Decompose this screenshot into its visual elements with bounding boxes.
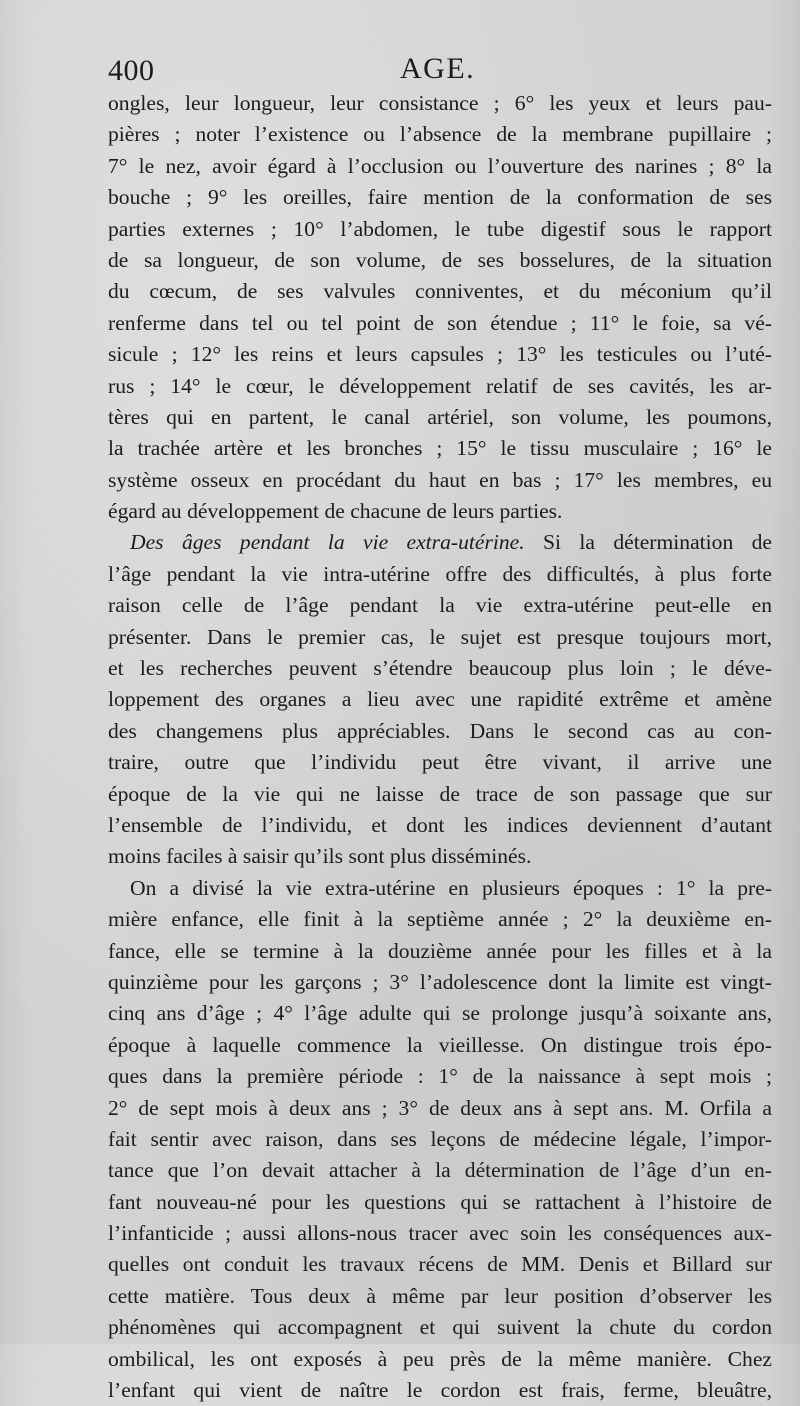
section-first-line-text: Si la détermination de bbox=[524, 530, 772, 555]
text-line: raison celle de l’âge pendant la vie extra-utérine peut-elle en bbox=[108, 593, 772, 618]
text-line: tères qui en partent, le canal artériel, son volume, les poumons, bbox=[108, 404, 772, 429]
text-line: l’infanticide ; aussi allons-nous tracer avec soin les conséquences aux- bbox=[108, 1221, 772, 1246]
paragraph-1 bbox=[108, 88, 772, 527]
text-line: tance que l’on devait attacher à la détermination de l’âge d’un en- bbox=[108, 1158, 772, 1183]
running-head: AGE. bbox=[400, 52, 476, 85]
text-line: 2° de sept mois à deux ans ; 3° de deux ans à sept ans. M. Orfila a bbox=[108, 1095, 772, 1120]
text-line: fance, elle se termine à la douzième année pour les filles et à la bbox=[108, 938, 772, 963]
text-line: et les recherches peuvent s’étendre beaucoup plus loin ; le déve- bbox=[108, 656, 772, 681]
text-line: égard au développement de chacune de leurs parties. bbox=[108, 499, 563, 524]
text-line: 7° le nez, avoir égard à l’occlusion ou l’ouverture des narines ; 8° la bbox=[108, 153, 772, 178]
text-line: l’âge pendant la vie intra-utérine offre des difficultés, à plus forte bbox=[108, 561, 772, 586]
text-line: traire, outre que l’individu peut être vivant, il arrive une bbox=[108, 750, 772, 775]
text-line: système osseux en procédant du haut en bas ; 17° les membres, eu bbox=[108, 467, 772, 492]
page-number: 400 bbox=[108, 54, 155, 87]
text-line: sicule ; 12° les reins et leurs capsules ; 13° les testicules ou l’uté- bbox=[108, 342, 772, 367]
text-line: du cœcum, de ses valvules conniventes, et du méconium qu’il bbox=[108, 279, 772, 304]
text-line: On a divisé la vie extra-utérine en plusieurs époques : 1° la pre- bbox=[130, 875, 772, 900]
text-line: quinzième pour les garçons ; 3° l’adolescence dont la limite est vingt- bbox=[108, 969, 772, 994]
text-line: cinq ans d’âge ; 4° l’âge adulte qui se prolonge jusqu’à soixante ans, bbox=[108, 1001, 772, 1026]
text-line: quelles ont conduit les travaux récens de MM. Denis et Billard sur bbox=[108, 1252, 772, 1277]
text-line: cette matière. Tous deux à même par leur position d’observer les bbox=[108, 1283, 772, 1308]
text-line: loppement des organes a lieu avec une rapidité extrême et amène bbox=[108, 687, 772, 712]
section-first-line bbox=[108, 527, 772, 558]
text-line: époque de la vie qui ne laisse de trace de son passage que sur bbox=[108, 781, 772, 806]
text-line: phénomènes qui accompagnent et qui suivent la chute du cordon bbox=[108, 1315, 772, 1340]
body-text bbox=[108, 88, 772, 1406]
text-line: l’ensemble de l’individu, et dont les indices deviennent d’autant bbox=[108, 812, 772, 837]
text-line: bouche ; 9° les oreilles, faire mention de la conformation de ses bbox=[108, 185, 772, 210]
text-line: présenter. Dans le premier cas, le sujet est presque toujours mort, bbox=[108, 624, 772, 649]
text-line: pières ; noter l’existence ou l’absence de la membrane pupillaire ; bbox=[108, 122, 772, 147]
text-line: renferme dans tel ou tel point de son étendue ; 11° le foie, sa vé- bbox=[108, 310, 772, 335]
text-line: parties externes ; 10° l’abdomen, le tube digestif sous le rapport bbox=[108, 216, 772, 241]
text-line: moins faciles à saisir qu’ils sont plus disséminés. bbox=[108, 844, 532, 869]
text-line: l’enfant qui vient de naître le cordon est frais, ferme, bleuâtre, bbox=[108, 1378, 772, 1403]
text-line: ombilical, les ont exposés à peu près de la même manière. Chez bbox=[108, 1346, 772, 1371]
text-line: la trachée artère et les bronches ; 15° le tissu musculaire ; 16° le bbox=[108, 436, 772, 461]
text-line: de sa longueur, de son volume, de ses bosselures, de la situation bbox=[108, 247, 772, 272]
paragraph-2 bbox=[108, 527, 772, 872]
text-line: époque à laquelle commence la vieillesse. On distingue trois épo- bbox=[108, 1032, 772, 1057]
text-line: des changemens plus appréciables. Dans le second cas au con- bbox=[108, 718, 772, 743]
text-line: ques dans la première période : 1° de la naissance à sept mois ; bbox=[108, 1064, 772, 1089]
text-line: fait sentir avec raison, dans ses leçons de médecine légale, l’impor- bbox=[108, 1126, 772, 1151]
page-header bbox=[108, 50, 772, 90]
text-line: rus ; 14° le cœur, le développement relatif de ses cavités, les ar- bbox=[108, 373, 772, 398]
text-line: fant nouveau-né pour les questions qui se rattachent à l’histoire de bbox=[108, 1189, 772, 1214]
text-line: mière enfance, elle finit à la septième année ; 2° la deuxième en- bbox=[108, 907, 772, 932]
text-line: ongles, leur longueur, leur consistance ; 6° les yeux et leurs pau- bbox=[108, 91, 772, 115]
paragraph-3 bbox=[108, 873, 772, 1406]
section-heading: Des âges pendant la vie extra-utérine. bbox=[130, 530, 525, 555]
